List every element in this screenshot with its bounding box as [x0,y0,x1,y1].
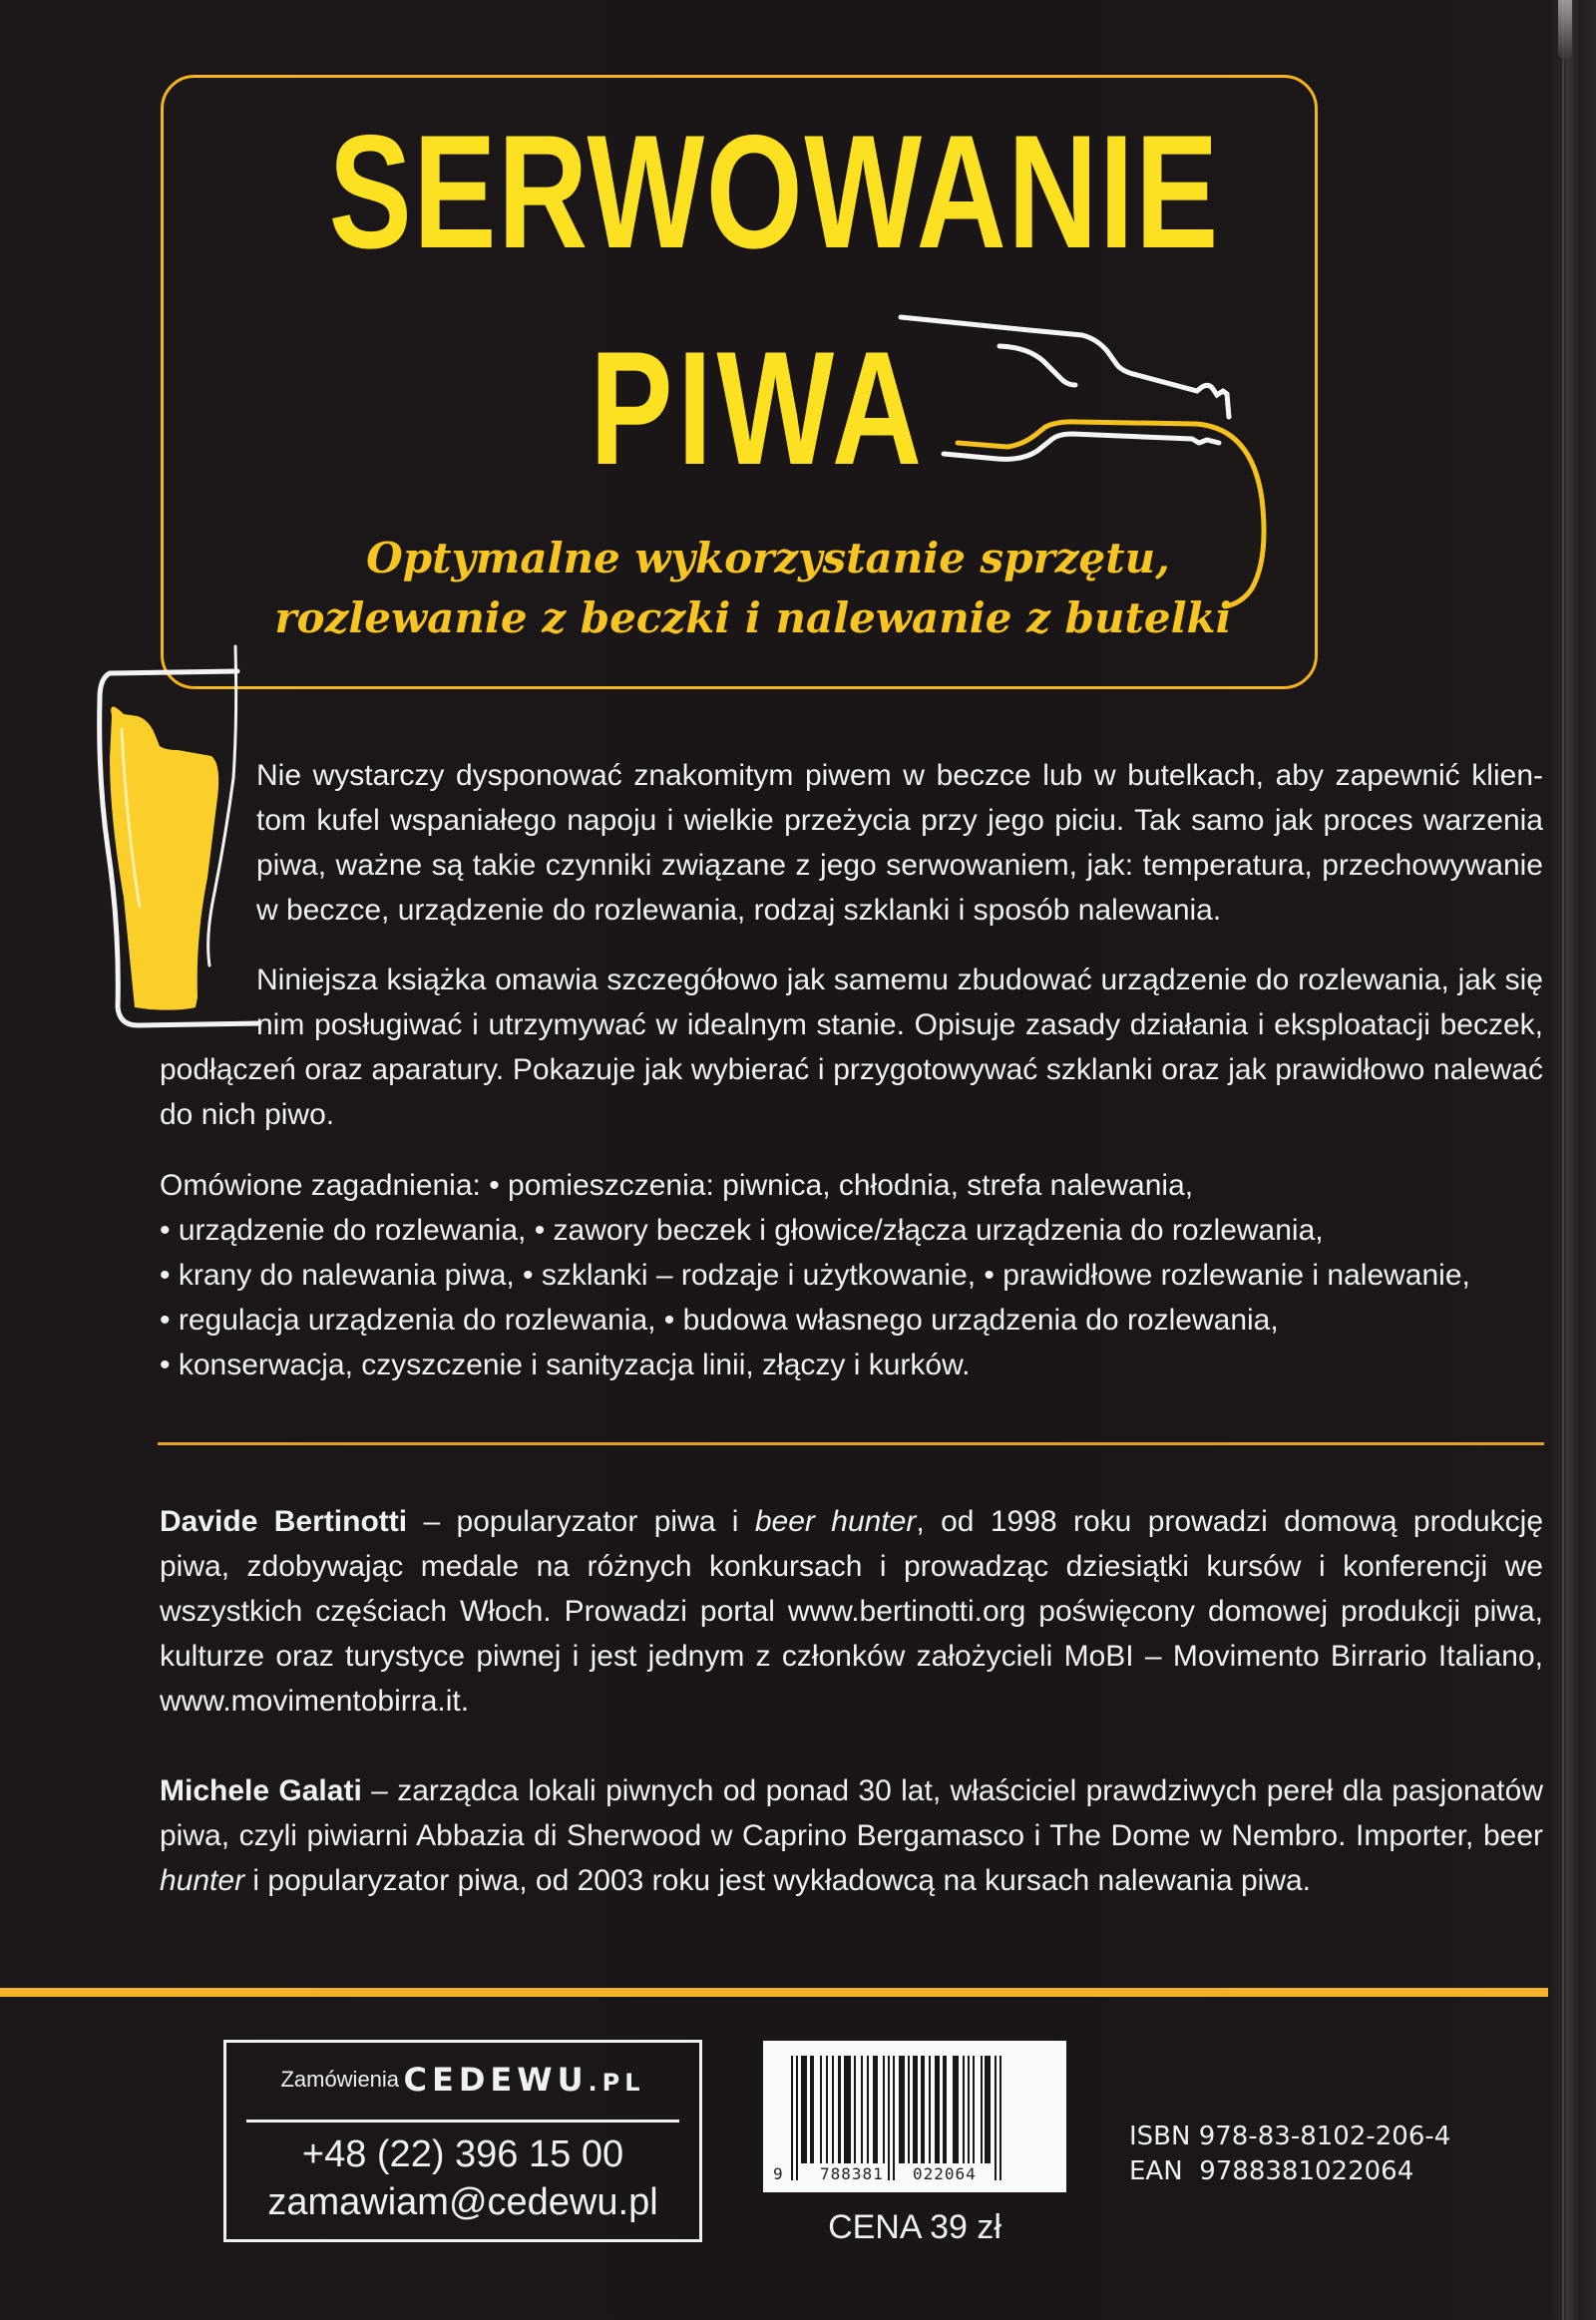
topics-line: • krany do nalewania piwa, • szklanki – rodzaje i użytkowanie, • prawidłowe rozlewanie i nalewanie, [160,1259,1470,1292]
bio-text: , od 1998 roku prowadzi domową produkcję [916,1505,1544,1538]
brand-suffix: .PL [588,2069,645,2097]
author-bio-galati [160,1768,1543,1903]
barcode [763,2041,1066,2192]
text-line: www.movimentobirra.it. [160,1685,470,1718]
description-paragraph-1 [256,753,1543,933]
beer-glass-icon [0,0,299,1047]
topics-line: • urządzenie do rozlewania, • zawory beczek i głowice/złącza urządzenia do rozlewania, [160,1214,1324,1247]
publisher-logo [404,2061,645,2099]
author-name: Michele Galati [160,1774,362,1807]
isbn-number: ISBN 978-83-8102-206-4 [1129,2122,1451,2151]
ean-number: EAN 9788381022064 [1129,2156,1414,2186]
bio-first-line [160,1768,1543,1813]
bio-last-line [160,1858,1543,1903]
barcode-digit-first: 9 [773,2164,783,2183]
footer-divider [0,1988,1548,1997]
topics-list [160,1163,1556,1387]
bio-text: i popularyzator piwa, od 2003 roku jest wykładowcą na kursach nalewania piwa. [244,1864,1312,1897]
text-line: piwa, ważne są takie czynniki związane z jego serwowaniem, jak: temperatura, przechowywanie [256,849,1543,882]
author-bio-bertinotti [160,1499,1543,1724]
text-line: podłączeń oraz aparatury. Pokazuje jak wybierać i przygotowywać szklanki oraz jak prawidłowo nalewać [160,1053,1543,1086]
bio-italic: beer hunter [754,1505,917,1538]
text-line: do nich piwo. [160,1098,335,1131]
brand-main: CEDEWU [403,2061,589,2099]
orders-header [226,2061,699,2099]
text-line: Niniejsza książka omawia szczegółowo jak samemu zbudować urządzenie do rozlewania, jak się [256,964,1543,996]
text-line: kulturze oraz turystyce piwnej i jest jednym z członków założycieli MoBI – Movimento Birrario Italiano, [160,1640,1543,1673]
email-address: zamawiam@cedewu.pl [267,2181,658,2223]
author-name: Davide Bertinotti [160,1505,408,1538]
subtitle-line-2: rozlewanie z beczki i nalewanie z butelki [274,593,1232,642]
bio-first-line [160,1499,1543,1544]
phone-number: +48 (22) 396 15 00 [301,2133,624,2175]
description-paragraph-2-cont [160,1047,1543,1137]
title-line-2: PIWA [590,318,927,499]
section-divider [158,1442,1544,1445]
text-line: w beczce, urządzenie do rozlewania, rodzaj szklanki i sposób nalewania. [256,894,1222,927]
text-line: wszystkich częściach Włoch. Prowadzi portal www.bertinotti.org poświęcony domowej produkcji piwa, [160,1595,1543,1628]
isbn-block [1129,2120,1450,2189]
bio-text: – zarządca lokali piwnych od ponad 30 lat, właściciel prawdziwych pereł dla pasjonatów [361,1774,1543,1807]
text-line: nim posługiwać i utrzymywać w idealnym stanie. Opisuje zasady działania i eksploatacji beczek, [256,1008,1543,1041]
orders-label: Zamówienia [280,2067,400,2092]
barcode-digits-left: 788381 [820,2164,884,2183]
contact-divider [246,2120,679,2123]
barcode-digits-right: 022064 [913,2164,977,2183]
bio-italic: hunter [160,1864,245,1897]
bio-text: – popularyzator piwa i [407,1505,755,1538]
price-label: CENA 39 zł [828,2208,1001,2246]
order-contact-box [223,2040,702,2242]
topics-line: • konserwacja, czyszczenie i sanityzacja linii, złączy i kurków. [160,1349,971,1381]
description-paragraph-2 [256,958,1543,1047]
text-line: piwa, zdobywając medale na różnych konkursach i prowadząc dziesiątki kursów i konferencji we [160,1550,1543,1583]
topics-line: Omówione zagadnienia: • pomieszczenia: piwnica, chłodnia, strefa nalewania, [160,1169,1194,1202]
text-line: Nie wystarczy dysponować znakomitym piwem w beczce lub w butelkach, aby zapewnić klien- [256,759,1543,792]
text-line: tom kufel wspaniałego napoju i wielkie przeżycia przy jego piciu. Tak samo jak proces warzenia [256,804,1543,837]
topics-line: • regulacja urządzenia do rozlewania, • budowa własnego urządzenia do rozlewania, [160,1304,1279,1337]
subtitle-line-1: Optymalne wykorzystanie sprzętu, [366,534,1170,582]
text-line: piwa, czyli piwiarni Abbazia di Sherwood w Caprino Bergamasco i The Dome w Nembro. Importer, beer [160,1819,1543,1852]
title-line-1: SERWOWANIE [328,102,1220,282]
